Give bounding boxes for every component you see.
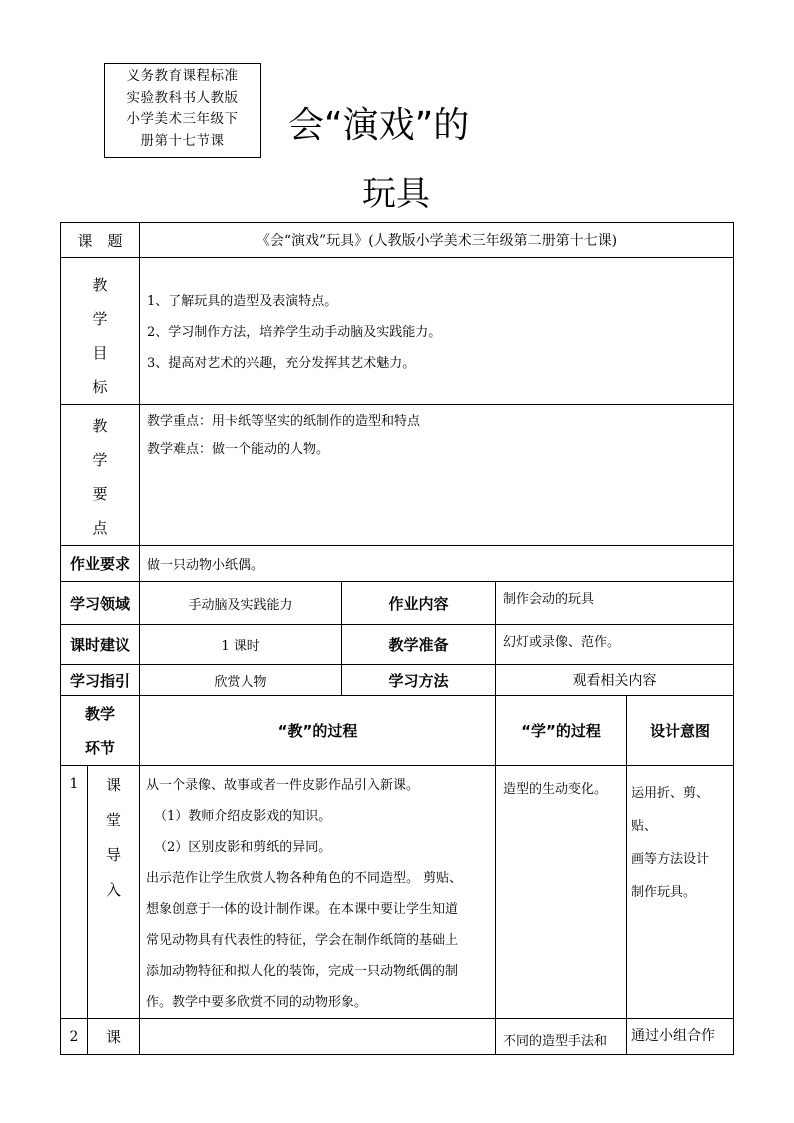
key-points-label-char: 教 bbox=[92, 417, 108, 435]
design-intent-content: 通过小组合作 bbox=[627, 1019, 734, 1055]
homework-label: 作业要求 bbox=[61, 546, 140, 582]
key-points-content bbox=[140, 405, 734, 546]
teach-line: 作。教学中要多欣赏不同的动物形象。 bbox=[146, 995, 368, 1010]
objective-item: 1、了解玩具的造型及表演特点。 bbox=[147, 294, 338, 309]
objectives-content bbox=[140, 258, 734, 405]
teach-line: 想象创意于一体的设计制作课。在本课中要让学生知道 bbox=[146, 902, 459, 917]
curriculum-info-box bbox=[104, 63, 261, 158]
domain-row bbox=[61, 582, 734, 625]
step-number: 1 bbox=[61, 766, 88, 1019]
topic-value: 《会“演戏”玩具》(人教版小学美术三年级第二册第十七课) bbox=[140, 223, 734, 258]
homework-content-value: 制作会动的玩具 bbox=[496, 582, 734, 625]
curriculum-line: 册第十七节课 bbox=[140, 132, 225, 149]
domain-value: 手动脑及实践能力 bbox=[140, 582, 342, 625]
domain-label: 学习领域 bbox=[61, 582, 140, 625]
design-line: 画等方法设计 bbox=[631, 852, 710, 867]
hours-row bbox=[61, 625, 734, 665]
teach-line: 常见动物具有代表性的特征，学会在制作纸筒的基础上 bbox=[146, 933, 459, 948]
objectives-label bbox=[61, 258, 140, 405]
step-stage-char: 导 bbox=[106, 846, 122, 864]
objectives-label-char: 学 bbox=[92, 310, 108, 328]
learn-process-content: 造型的生动变化。 bbox=[496, 766, 627, 1019]
key-points-row bbox=[61, 405, 734, 546]
design-intent-header: 设计意图 bbox=[627, 696, 734, 766]
teach-line: （1）教师介绍皮影戏的知识。 bbox=[154, 809, 332, 824]
learn-process-header: “学”的过程 bbox=[496, 696, 627, 766]
stage-header bbox=[61, 696, 140, 766]
preparation-value: 幻灯或录像、范作。 bbox=[496, 625, 734, 665]
objectives-row bbox=[61, 258, 734, 405]
topic-row bbox=[61, 223, 734, 258]
step-row bbox=[61, 766, 734, 1019]
teach-process-content bbox=[140, 766, 496, 1019]
method-label: 学习方法 bbox=[342, 665, 496, 696]
homework-content-label: 作业内容 bbox=[342, 582, 496, 625]
lesson-plan-table bbox=[60, 222, 734, 1055]
teach-line: 从一个录像、故事或者一件皮影作品引入新课。 bbox=[146, 778, 420, 793]
objective-item: 3、提高对艺术的兴趣，充分发挥其艺术魅力。 bbox=[147, 356, 416, 371]
teach-line: 添加动物特征和拟人化的装饰，完成一只动物纸偶的制 bbox=[146, 964, 459, 979]
key-point-item: 教学难点：做一个能动的人物。 bbox=[147, 442, 330, 457]
step-stage-char: 课 bbox=[106, 776, 122, 794]
objective-item: 2、学习制作方法，培养学生动手动脑及实践能力。 bbox=[147, 325, 442, 340]
step-stage-char: 入 bbox=[106, 881, 122, 899]
step-row bbox=[61, 1019, 734, 1055]
page-title-line1: 会“演戏”的 bbox=[288, 105, 470, 146]
step-stage bbox=[88, 766, 140, 1019]
step-number: 2 bbox=[61, 1019, 88, 1055]
method-value: 观看相关内容 bbox=[496, 665, 734, 696]
homework-value: 做一只动物小纸偶。 bbox=[140, 546, 734, 582]
objectives-label-char: 教 bbox=[92, 276, 108, 294]
step-stage: 课 bbox=[88, 1019, 140, 1055]
design-intent-content bbox=[627, 766, 734, 1019]
hours-label: 课时建议 bbox=[61, 625, 140, 665]
key-points-label-char: 学 bbox=[92, 451, 108, 469]
guide-value: 欣赏人物 bbox=[140, 665, 342, 696]
teach-process-header: “教”的过程 bbox=[140, 696, 496, 766]
step-stage-char: 堂 bbox=[106, 811, 122, 829]
key-point-item: 教学重点：用卡纸等坚实的纸制作的造型和特点 bbox=[147, 414, 421, 429]
preparation-label: 教学准备 bbox=[342, 625, 496, 665]
key-points-label-char: 点 bbox=[92, 519, 108, 537]
learn-process-content: 不同的造型手法和 bbox=[496, 1019, 627, 1055]
guide-label: 学习指引 bbox=[61, 665, 140, 696]
design-line: 制作玩具。 bbox=[631, 885, 697, 900]
teach-line: 出示范作让学生欣赏人物各种角色的不同造型。 剪贴、 bbox=[146, 871, 463, 886]
curriculum-line: 小学美术三年级下 bbox=[126, 111, 239, 127]
homework-row bbox=[61, 546, 734, 582]
teach-process-content bbox=[140, 1019, 496, 1055]
stage-header-line: 环节 bbox=[85, 738, 116, 757]
curriculum-line: 实验教科书人教版 bbox=[126, 89, 239, 106]
objectives-label-char: 标 bbox=[92, 378, 108, 396]
key-points-label-char: 要 bbox=[92, 485, 108, 503]
stage-header-line: 教学 bbox=[85, 704, 116, 723]
hours-value: 1 课时 bbox=[140, 625, 342, 665]
key-points-label bbox=[61, 405, 140, 546]
topic-label: 课 题 bbox=[61, 223, 140, 258]
page-title-line2: 玩具 bbox=[362, 174, 430, 214]
guide-row bbox=[61, 665, 734, 696]
objectives-label-char: 目 bbox=[92, 344, 108, 362]
design-line: 运用折、剪、贴、 bbox=[631, 786, 710, 834]
curriculum-line: 义务教育课程标准 bbox=[126, 68, 239, 84]
teach-line: （2）区别皮影和剪纸的异同。 bbox=[154, 840, 332, 855]
process-header-row bbox=[61, 696, 734, 766]
